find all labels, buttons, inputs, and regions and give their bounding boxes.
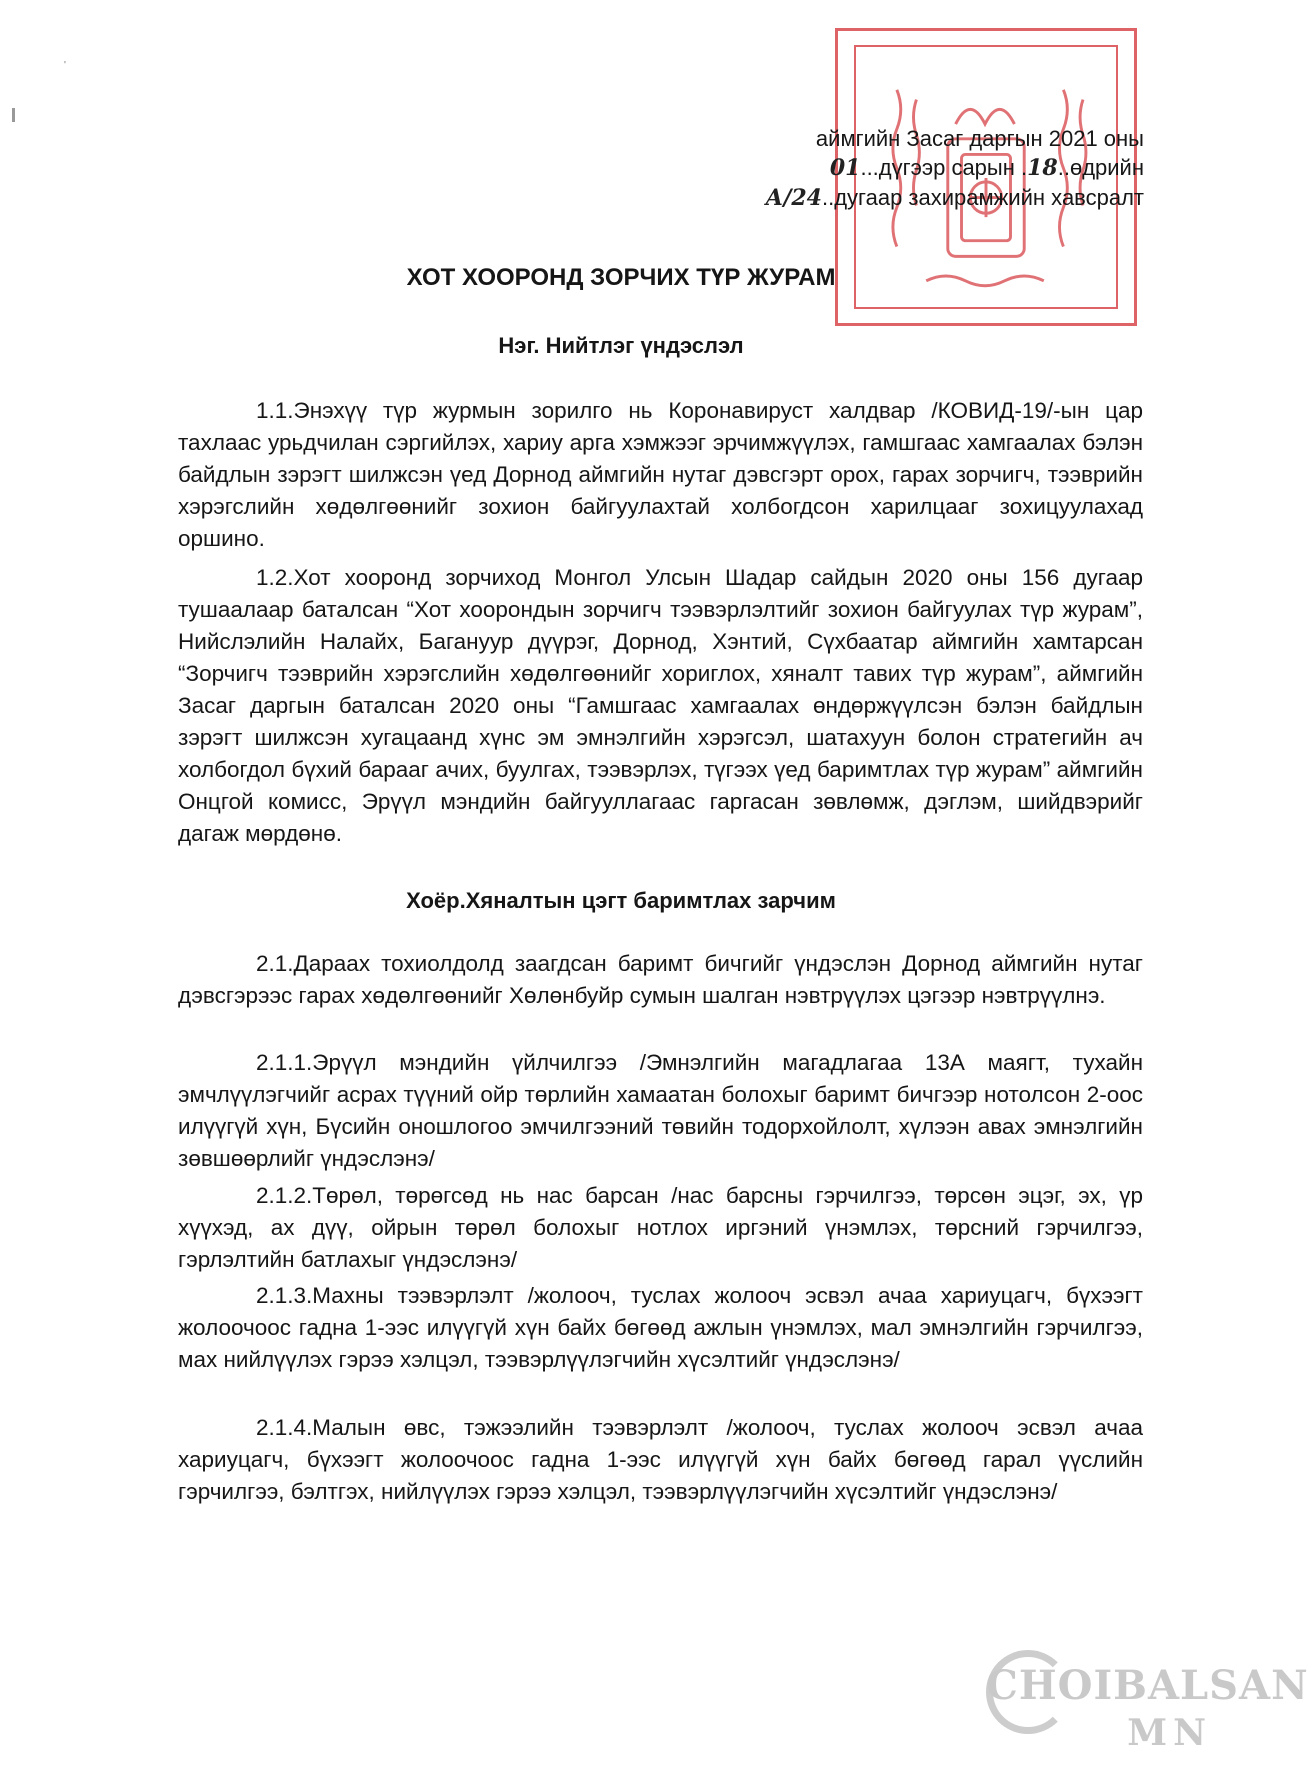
annex-line-2-text: ...дүгээр сарын .	[860, 155, 1028, 180]
handwritten-day: 18	[1027, 155, 1058, 181]
handwritten-month: 01	[829, 155, 861, 181]
watermark-bottom-text: MN	[1127, 1712, 1212, 1754]
annex-line-1: аймгийн Засаг даргын 2021 оны	[815, 126, 1144, 151]
annex-header	[765, 124, 1144, 213]
paragraph-1-1: 1.1.Энэхүү түр журмын зорилго нь Коронавируст халдвар /КОВИД-19/-ын цар тахлаас урьдчилан сэргийлэх, хариу арга хэмжээг эрчимжүүлэх, гамшгаас хамгаалах бэлэн байдлын зэрэгт шилжсэн үед Дорнод аймгийн нутаг дэвсгэрт орох, гарах зорчигч, тээврийн хэрэгслийн хөдөлгөөнийг зохион байгуулахтай холбогдсон харилцааг зохицуулахад оршино.	[178, 398, 1143, 551]
paragraph-2-1-1: 2.1.1.Эрүүл мэндийн үйлчилгээ /Эмнэлгийн магадлагаа 13А маягт, тухайн эмчлүүлэгчийг асрах түүний ойр төрлийн хамаатан болохыг баримт бичгээр нотолсон 2-оос илүүгүй хүн, Бүсийн оношлогоо эмчилгээний төвийн тодорхойлолт, хүлээн авах эмнэлгийн зөвшөөрлийг үндэслэнэ/	[178, 1050, 1143, 1171]
paragraph-2-1-4: 2.1.4.Малын өвс, тэжээлийн тээвэрлэлт /жолооч, туслах жолооч эсвэл ачаа хариуцагч, бүхээгт жолоочоос гадна 1-ээс илүүгүй хүн байх бөгөөд гарал үүслийн гэрчилгээ, бэлтгэх, нийлүүлэх гэрээ хэлцэл, тээвэрлүүлэгчийн хүсэлтийг үндэслэнэ/	[178, 1415, 1143, 1504]
site-watermark-logo	[986, 1650, 1309, 1760]
paragraph-2-1-3: 2.1.3.Махны тээвэрлэлт /жолооч, туслах жолооч эсвэл ачаа хариуцагч, бүхээгт жолоочоос гадна 1-ээс илүүгүй хүн байх бөгөөд ажлын үнэмлэх, мал эмнэлгийн гэрчилгээ, мах нийлүүлэх гэрээ хэлцэл, тээвэрлүүлэгчийн хүсэлтийг үндэслэнэ/	[178, 1283, 1143, 1372]
watermark-top-text: CHOIBALSAN	[986, 1662, 1309, 1709]
document-title: ХОТ ХООРОНД ЗОРЧИХ ТҮР ЖУРАМ	[406, 264, 836, 291]
scan-tick	[12, 108, 15, 122]
annex-line-2	[765, 153, 1144, 183]
paragraph-2-1-2: 2.1.2.Төрөл, төрөгсөд нь нас барсан /нас барсны гэрчилгээ, төрсөн эцэг, эх, үр хүүхэд, ах дүү, ойрын төрөл болохыг нотлох иргэний үнэмлэх, төрсний гэрчилгээ, гэрлэлтийн батлахыг үндэслэнэ/	[178, 1183, 1143, 1272]
scan-mark: '	[64, 60, 66, 71]
paragraph-1-2: 1.2.Хот хооронд зорчиход Монгол Улсын Шадар сайдын 2020 оны 156 дугаар тушаалаар баталсан “Хот хоорондын зорчигч тээвэрлэлтийг зохион байгуулах түр журам”, Нийслэлийн Налайх, Багануур дүүрэг, Дорнод, Хэнтий, Сүхбаатар аймгийн хамтарсан “Зорчигч тээврийн хэрэгслийн хөдөлгөөнийг хориглох, хяналт тавих түр журам”, аймгийн Засаг даргын баталсан 2020 оны “Гамшгаас хамгаалах өндөржүүлсэн бэлэн байдлын зэрэгт шилжсэн хугацаанд хүнс эм эмнэлгийн хэрэгсэл, шатахуун болон стратегийн ач холбогдол бүхий барааг ачих, буулгах, тээвэрлэх, түгээх үед баримтлах түр журам” аймгийн Онцгой комисс, Эрүүл мэндийн байгууллагаас гаргасан зөвлөмж, дэглэм, шийдвэрийг дагаж мөрдөнө.	[178, 565, 1143, 846]
section-2-title: Хоёр.Хяналтын цэгт баримтлах зарчим	[406, 888, 836, 913]
annex-line-3-text: ..дугаар захирамжийн хавсралт	[822, 185, 1144, 210]
handwritten-order-number: А/24	[765, 185, 822, 211]
section-1-title: Нэг. Нийтлэг үндэслэл	[498, 333, 744, 358]
annex-line-3	[765, 183, 1144, 213]
paragraph-2-1: 2.1.Дараах тохиолдолд заагдсан баримт бичгийг үндэслэн Дорнод аймгийн нутаг дэвсгэрээс гарах хөдөлгөөнийг Хөлөнбуйр сумын шалган нэвтрүүлэх цэгээр нэвтрүүлнэ.	[178, 951, 1143, 1008]
annex-line-2-tail: ..өдрийн	[1057, 155, 1144, 180]
